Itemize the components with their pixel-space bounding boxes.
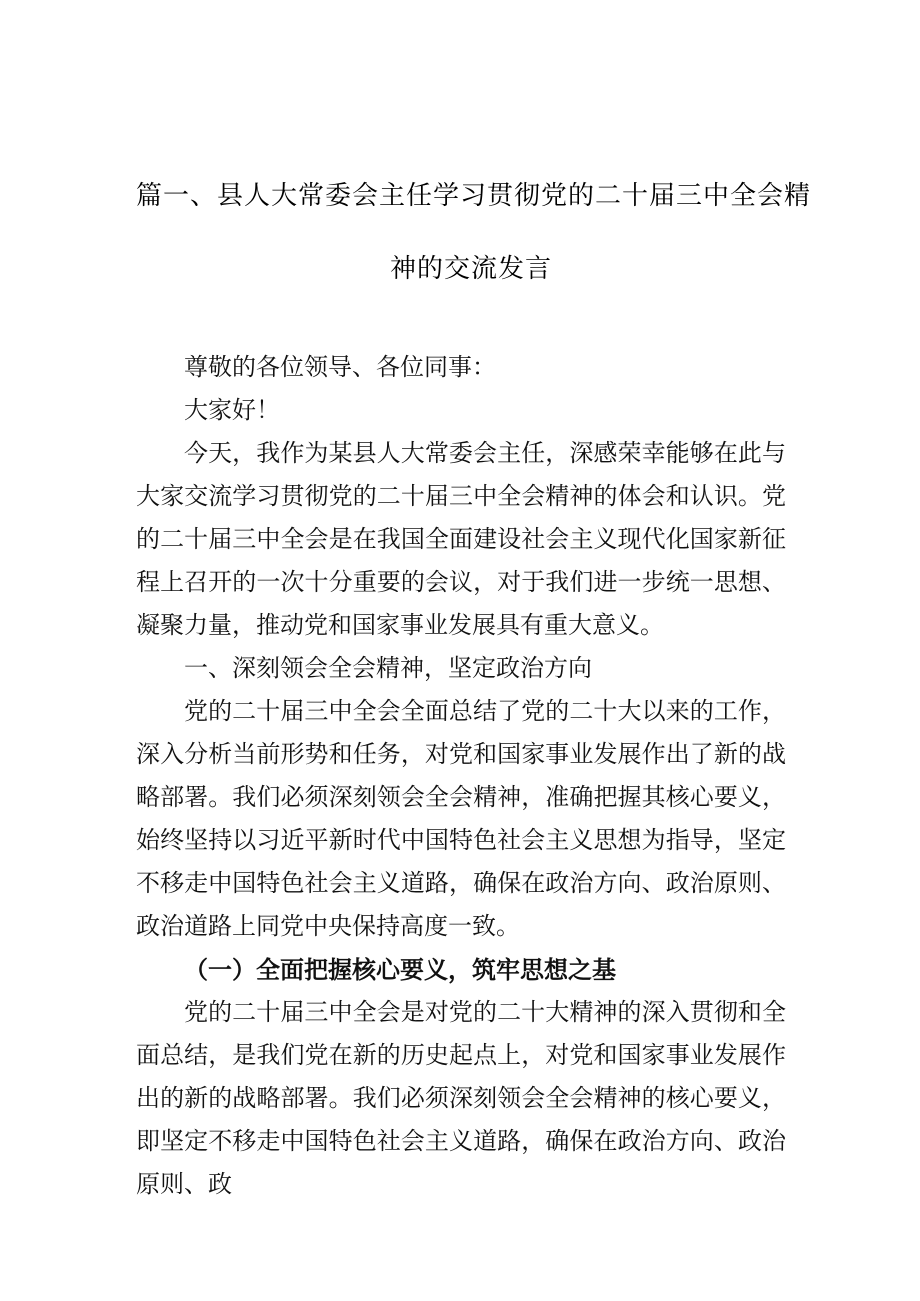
salutation: 尊敬的各位领导、各位同事： bbox=[184, 353, 496, 381]
section-1-paragraph: 党的二十届三中全会全面总结了党的二十大以来的工作，深入分析当前形势和任务，对党和国家事业发展作出了新的战略部署。我们必须深刻领会全会精神，准确把握其核心要义，始终坚持以习近平新时代中国特色社会主义思想为指导，坚定不移走中国特色社会主义道路，确保在政治方向、政治原则、政治道路上同党中央保持高度一致。 bbox=[136, 697, 786, 940]
document-title-line-2: 神的交流发言 bbox=[390, 254, 553, 284]
subsection-1-heading: （一）全面把握核心要义，筑牢思想之基 bbox=[184, 955, 616, 984]
greeting: 大家好！ bbox=[184, 396, 280, 424]
section-1-heading: 一、深刻领会全会精神，坚定政治方向 bbox=[184, 654, 592, 682]
subsection-1-paragraph: 党的二十届三中全会是对党的二十大精神的深入贯彻和全面总结，是我们党在新的历史起点上，对党和国家事业发展作出的新的战略部署。我们必须深刻领会全会精神的核心要义，即坚定不移走中国特色社会主义道路，确保在政治方向、政治原则、政 bbox=[136, 998, 786, 1198]
document-title-line-1: 篇一、县人大常委会主任学习贯彻党的二十届三中全会精 bbox=[136, 181, 812, 211]
intro-paragraph: 今天，我作为某县人大常委会主任，深感荣幸能够在此与大家交流学习贯彻党的二十届三中全会精神的体会和认识。党的二十届三中全会是在我国全面建设社会主义现代化国家新征程上召开的一次十分重要的会议，对于我们进一步统一思想、凝聚力量，推动党和国家事业发展具有重大意义。 bbox=[136, 439, 786, 639]
